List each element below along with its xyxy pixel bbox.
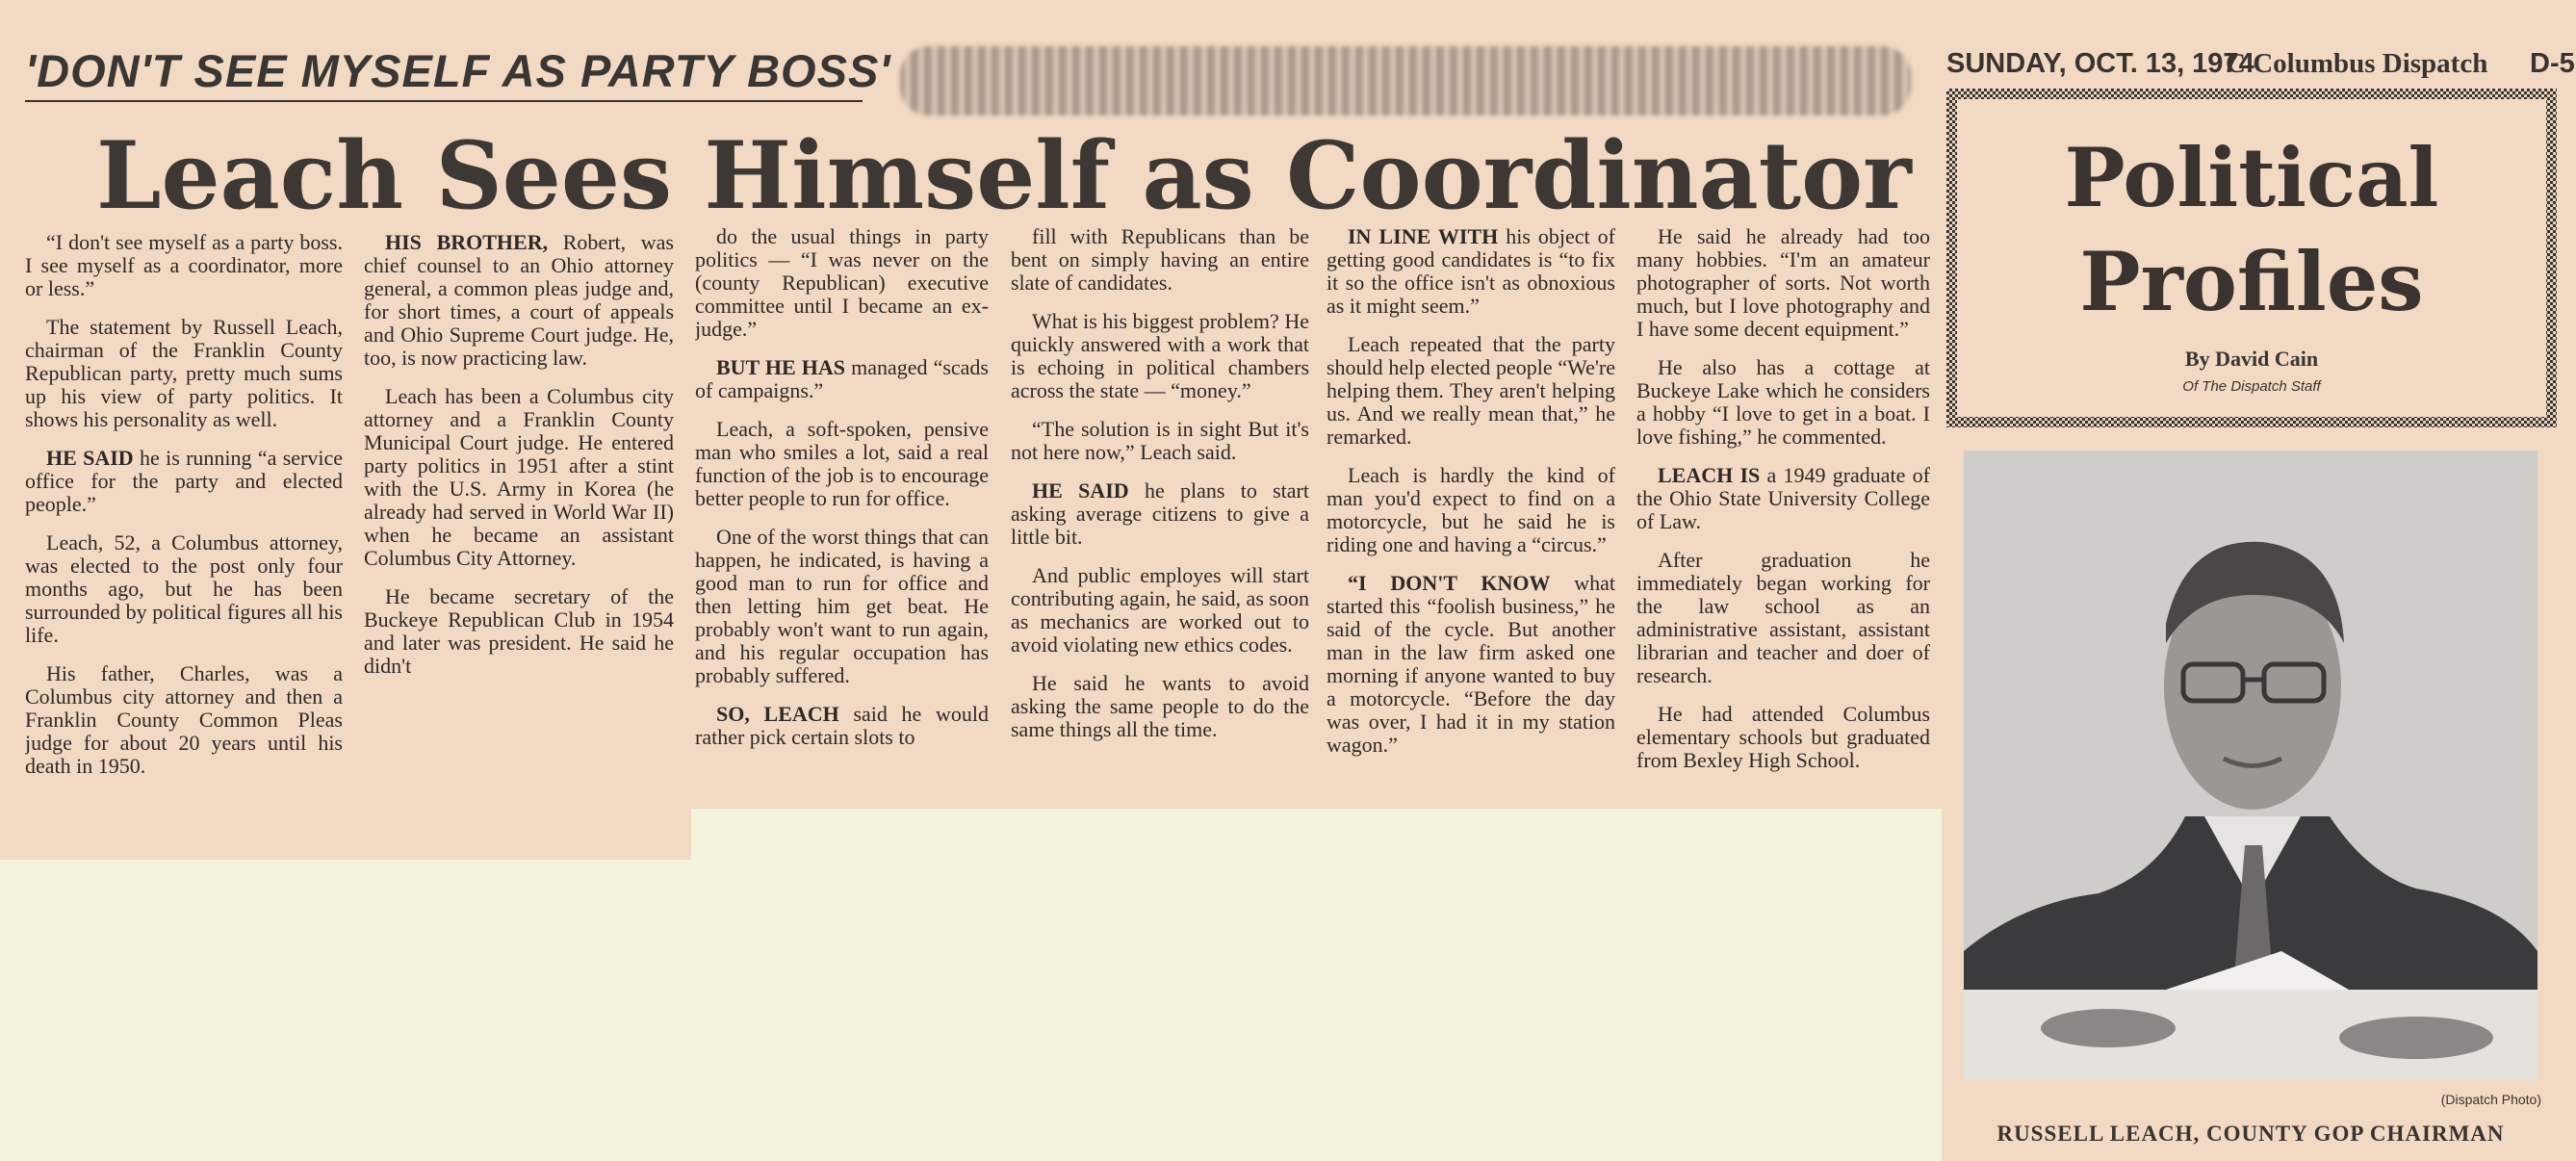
paragraph: LEACH IS a 1949 graduate of the Ohio State University College of Law. (1636, 463, 1930, 533)
paragraph: He said he wants to avoid asking the same people to do the same things all the time. (1011, 671, 1309, 741)
paragraph: fill with Republicans than be bent on simply having an entire slate of candidates. (1011, 225, 1309, 295)
portrait-illustration (1964, 451, 2537, 1080)
portrait-photo (1964, 451, 2537, 1080)
paragraph: He had attended Columbus elementary schools but graduated from Bexley High School. (1636, 702, 1930, 772)
paragraph: do the usual things in party politics — “I was never on the (county Republican) executive committee until I became an ex-judge.” (695, 225, 989, 341)
article-column-2 (364, 231, 674, 859)
paragraph: HIS BROTHER, Robert, was chief counsel to an Ohio attorney general, a common pleas judge and, for short times, a court of appeals and Ohio Supreme Court judge. He, too, is now practicing law. (364, 231, 674, 370)
ink-smudge (900, 46, 1911, 116)
subhead-lead: BUT HE HAS (716, 355, 846, 379)
article-column-3 (695, 225, 989, 803)
paragraph: IN LINE WITH his object of getting good candidates is “to fix it so the office isn't as obnoxious as it might seem.” (1327, 225, 1615, 318)
paragraph: He said he already had too many hobbies. “I'm an amateur photographer of sorts. Not worth much, but I love photography and I have some decent equipment.” (1636, 225, 1930, 341)
main-headline: Leach Sees Himself as Coordinator (96, 121, 1912, 230)
profiles-title: Political Profiles (2064, 130, 2439, 329)
paragraph: Leach is hardly the kind of man you'd expect to find on a motorcycle, but he said he is riding one and having a “circus.” (1327, 463, 1615, 556)
article-column-4 (1011, 225, 1309, 803)
byline: By David Cain (2184, 347, 2319, 371)
paragraph: “The solution is in sight But it's not here now,” Leach said. (1011, 417, 1309, 464)
photo-caption: RUSSELL LEACH, COUNTY GOP CHAIRMAN (1996, 1122, 2505, 1146)
paragraph: His father, Charles, was a Columbus city attorney and then a Franklin County Common Pleas judge for about 20 years until his death in 1950. (25, 661, 343, 778)
page-number: D-5 (2530, 48, 2575, 79)
subhead-lead: HE SAID (46, 446, 134, 470)
paragraph: HE SAID he is running “a service office for the party and elected people.” (25, 446, 343, 516)
article-column-5 (1327, 225, 1615, 803)
paragraph: And public employes will start contributing again, he said, as soon as mechanics are worked out to avoid violating new ethics codes. (1011, 563, 1309, 657)
paragraph: Leach has been a Columbus city attorney and a Franklin County Municipal Court judge. He entered party politics in 1951 after a stint with the U.S. Army in Korea (he already had served in World War II) when he became an assistant Columbus City Attorney. (364, 384, 674, 570)
paper-name: C Columbus Dispatch (2226, 48, 2488, 79)
paragraph: Leach, 52, a Columbus attorney, was elected to the post only four months ago, but he has been surrounded by political figures all his life. (25, 530, 343, 647)
article-column-1 (25, 231, 343, 859)
photo-credit: (Dispatch Photo) (2440, 1092, 2541, 1107)
subhead-lead: IN LINE WITH (1348, 225, 1499, 248)
paragraph: What is his biggest problem? He quickly answered with a work that is echoing in political chambers across the state — “money.” (1011, 309, 1309, 402)
paragraph: SO, LEACH said he would rather pick certain slots to (695, 702, 989, 749)
paragraph: The statement by Russell Leach, chairman of the Franklin County Republican party, pretty much sums up his view of party politics. It shows his personality as well. (25, 315, 343, 431)
article-column-6 (1636, 225, 1930, 803)
subhead-lead: “I DON'T KNOW (1348, 571, 1551, 595)
paragraph: HE SAID he plans to start asking average citizens to give a little bit. (1011, 478, 1309, 549)
kicker-headline: 'DON'T SEE MYSELF AS PARTY BOSS' (25, 42, 863, 102)
issue-date: SUNDAY, OCT. 13, 1974 (1946, 48, 2254, 79)
dateline (1946, 44, 2575, 83)
paragraph: He became secretary of the Buckeye Republican Club in 1954 and later was president. He said he didn't (364, 584, 674, 678)
subhead-lead: HIS BROTHER, (385, 231, 549, 254)
paragraph: Leach, a soft-spoken, pensive man who smiles a lot, said a real function of the job is to encourage better people to run for office. (695, 417, 989, 510)
paragraph: One of the worst things that can happen, he indicated, is having a good man to run for office and then letting him get beat. He probably won't want to run again, and his regular occupation has probably suffered. (695, 525, 989, 687)
paragraph: “I don't see myself as a party boss. I see myself as a coordinator, more or less.” (25, 231, 343, 300)
byline-staff: Of The Dispatch Staff (2182, 378, 2321, 395)
paragraph: BUT HE HAS managed “scads of campaigns.” (695, 355, 989, 402)
paragraph: He also has a cottage at Buckeye Lake which he considers a hobby “I love to get in a boat. I love fishing,” he commented. (1636, 355, 1930, 449)
paragraph: Leach repeated that the party should help elected people “We're helping them. They aren't helping us. And we really mean that,” he remarked. (1327, 332, 1615, 449)
subhead-lead: HE SAID (1032, 478, 1129, 503)
paragraph: After graduation he immediately began working for the law school as an administrative assistant, assistant librarian and teacher and doer of research. (1636, 548, 1930, 687)
subhead-lead: LEACH IS (1658, 463, 1761, 487)
political-profiles-box (1946, 89, 2557, 427)
subhead-lead: SO, LEACH (716, 702, 839, 726)
paragraph: “I DON'T KNOW what started this “foolish business,” he said of the cycle. But another man in the law firm asked one morning if anyone wanted to buy a motorcycle. “Before the day was over, I had it in my station wagon.” (1327, 571, 1615, 757)
